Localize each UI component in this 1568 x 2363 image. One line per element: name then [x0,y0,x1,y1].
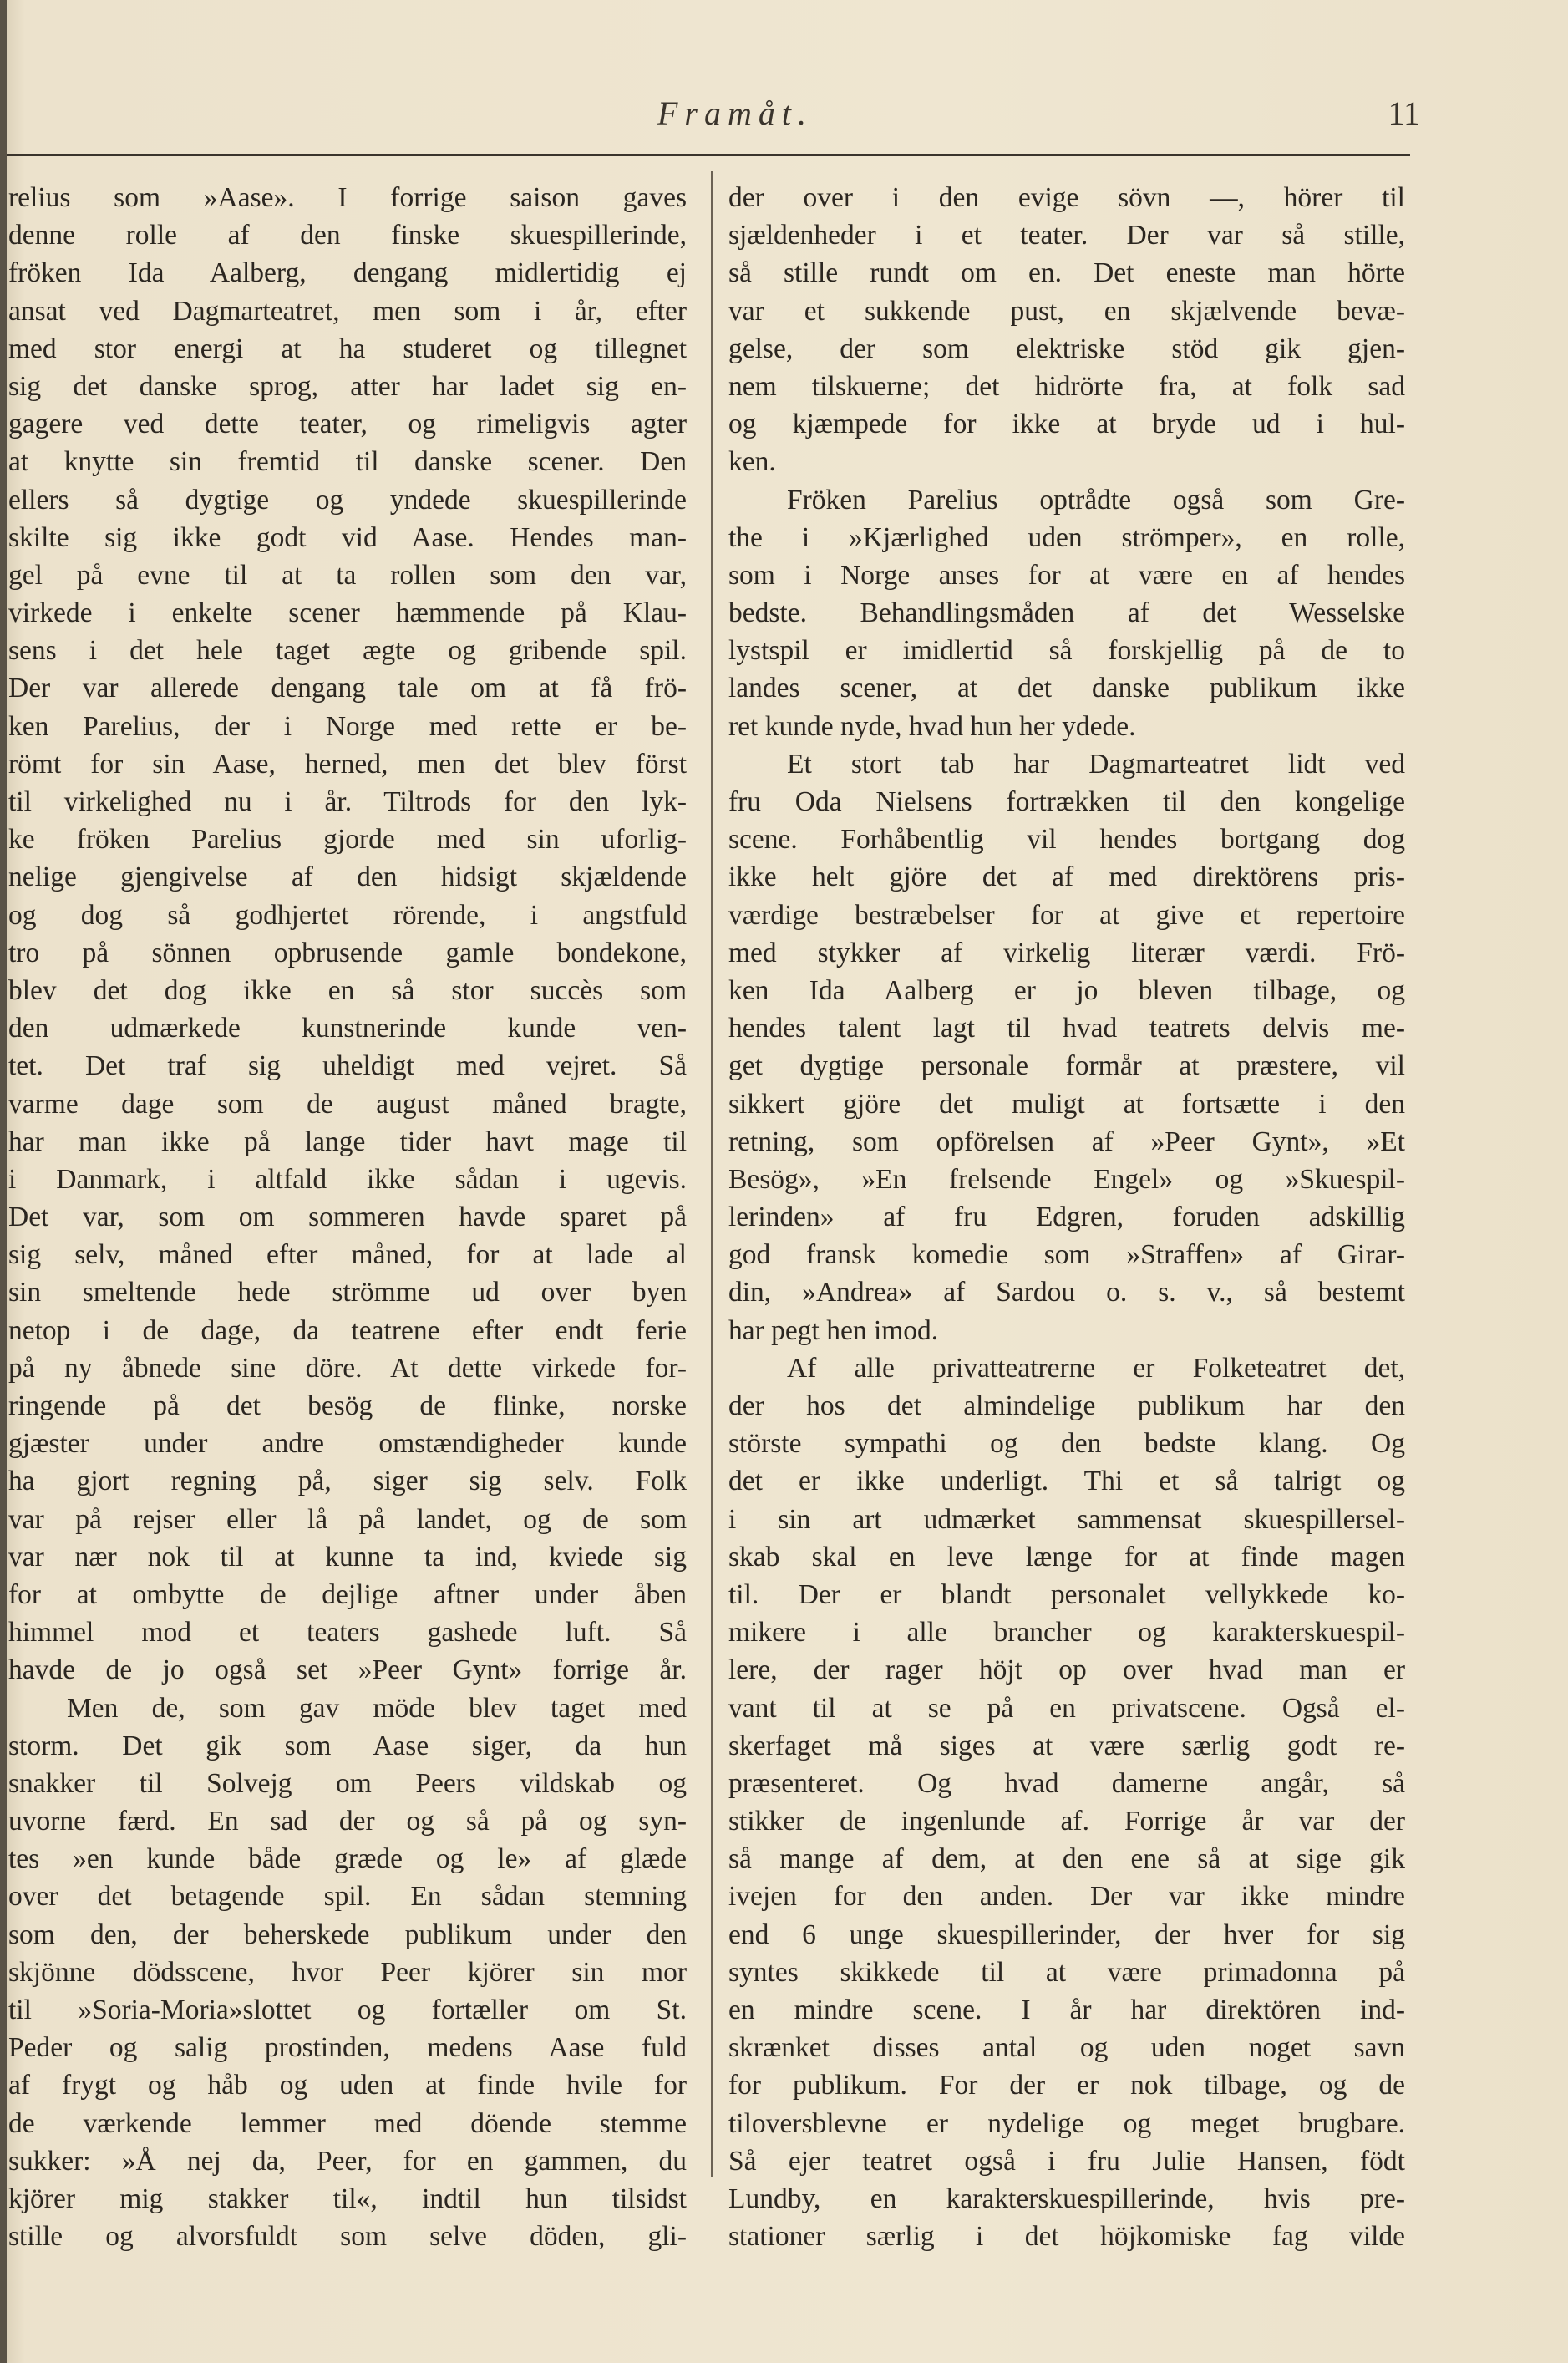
text-line: stille og alvorsfuldt som selve döden, gli- [8,2221,687,2253]
text-line: Så ejer teatret også i fru Julie Hansen, födt [728,2145,1405,2177]
text-line: og kjæmpede for ikke at bryde ud i hul- [728,409,1405,440]
text-line: end 6 unge skuespillerinder, der hver for sig [728,1918,1405,1950]
text-line: ellers så dygtige og yndede skuespillerinde [8,484,687,516]
text-line: virkede i enkelte scener hæmmende på Klau- [8,597,687,629]
text-line: fröken Ida Aalberg, dengang midlertidig ej [8,257,687,289]
text-line: skilte sig ikke godt vid Aase. Hendes man- [8,521,687,553]
text-line: storm. Det gik som Aase siger, da hun [8,1730,687,1761]
text-line: skerfaget må siges at være særlig godt re- [728,1730,1405,1761]
header-rule [7,154,1410,156]
text-line: så mange af dem, at den ene så at sige gik [728,1843,1405,1875]
binding-edge [0,0,7,2363]
text-line: lystspil er imidlertid så forskjellig på de to [728,635,1405,667]
text-line: Fröken Parelius optrådte også som Gre- [787,484,1405,516]
text-line: værdige bestræbelser for at give et repertoire [728,899,1405,931]
text-line: scene. Forhåbentlig vil hendes bortgang dog [728,824,1405,856]
text-line: blev det dog ikke en så stor succès som [8,974,687,1006]
text-line: det er ikke underligt. Thi et så talrigt og [728,1466,1405,1497]
text-line: der over i den evige sövn —, hörer til [728,182,1405,213]
text-line: den udmærkede kunstnerinde kunde ven- [8,1013,687,1044]
text-line: på ny åbnede sine döre. At dette virkede for- [8,1352,687,1384]
text-line: Peder og salig prostinden, medens Aase fuld [8,2032,687,2064]
text-line: the i »Kjærlighed uden strömper», en rolle, [728,521,1405,553]
text-line: skrænket disses antal og uden noget savn [728,2032,1405,2064]
text-line: denne rolle af den finske skuespillerinde, [8,220,687,252]
text-line: Af alle privatteatrerne er Folketeatret det, [787,1352,1405,1384]
text-line: din, »Andrea» af Sardou o. s. v., så bestemt [728,1277,1405,1309]
text-line: nelige gjengivelse af den hidsigt skjældende [8,861,687,893]
text-line: landes scener, at det danske publikum ikke [728,673,1405,704]
text-line: Besög», »En frelsende Engel» og »Skuespil- [728,1163,1405,1195]
text-line: i Danmark, i altfald ikke sådan i ugevis. [8,1163,687,1195]
text-line: var et sukkende pust, en skjælvende bevæ- [728,295,1405,327]
text-line: for publikum. For der er nok tilbage, og de [728,2070,1405,2101]
text-line: tiloversblevne er nydelige og meget brugbare. [728,2107,1405,2139]
text-line: de værkende lemmer med döende stemme [8,2107,687,2139]
text-line: en mindre scene. I år har direktören ind- [728,1995,1405,2025]
text-line: gjæster under andre omstændigheder kunde [8,1428,687,1460]
text-line: tet. Det traf sig uheldigt med vejret. Så [8,1050,687,1082]
text-line: og dog så godhjertet rörende, i angstfuld [8,899,687,931]
page-number: 11 [1388,94,1420,132]
text-line: ret kunde nyde, hvad hun her ydede. [728,710,1136,742]
text-line: Der var allerede dengang tale om at få frö- [8,673,687,704]
text-line: tes »en kunde både græde og le» af glæde [8,1843,687,1875]
text-line: römt for sin Aase, herned, men det blev först [8,748,687,780]
text-line: ken. [728,446,776,478]
page-header [0,94,1568,144]
text-line: Men de, som gav möde blev taget med [67,1692,687,1724]
text-line: sin smeltende hede strömme ud over byen [8,1277,687,1309]
text-line: uvorne færd. En sad der og så på og syn- [8,1806,687,1837]
text-line: lerinden» af fru Edgren, foruden adskillig [728,1202,1405,1233]
text-line: bedste. Behandlingsmåden af det Wesselske [728,597,1405,629]
text-line: gagere ved dette teater, og rimeligvis agter [8,409,687,440]
text-line: ke fröken Parelius gjorde med sin uforlig- [8,824,687,856]
text-line: Et stort tab har Dagmarteatret lidt ved [787,748,1405,780]
text-line: med stykker af virkelig literær værdi. Frö- [728,937,1405,968]
text-line: havde de jo også set »Peer Gynt» forrige år. [8,1654,687,1686]
text-line: god fransk komedie som »Straffen» af Girar- [728,1239,1405,1271]
text-line: gelse, der som elektriske stöd gik gjen- [728,333,1405,364]
text-line: ringende på det besög de flinke, norske [8,1390,687,1421]
text-line: get dygtige personale formår at præstere, vil [728,1050,1405,1082]
text-line: skab skal en leve længe for at finde magen [728,1541,1405,1573]
text-line: for at ombytte de dejlige aftner under åben [8,1578,687,1610]
text-line: skjönne dödsscene, hvor Peer kjörer sin mor [8,1956,687,1988]
text-line: præsenteret. Og hvad damerne angår, så [728,1767,1405,1799]
text-line: til virkelighed nu i år. Tiltrods for den lyk- [8,786,687,817]
right-column [728,179,1405,2255]
text-line: til »Soria-Moria»slottet og fortæller om St. [8,1995,687,2025]
text-line: ivejen for den anden. Der var ikke mindre [728,1881,1405,1913]
text-line: sens i det hele taget ægte og gribende spil. [8,635,687,667]
text-line: sig det danske sprog, atter har ladet sig en- [8,370,687,402]
text-line: sukker: »Å nej da, Peer, for en gammen, du [8,2145,687,2177]
running-title: Framåt. [657,94,813,132]
text-line: sjældenheder i et teater. Der var så stille, [728,220,1405,252]
text-line: stationer særlig i det höjkomiske fag vilde [728,2221,1405,2253]
text-line: som i Norge anses for at være en af hendes [728,559,1405,591]
column-divider [711,171,713,2177]
text-line: himmel mod et teaters gashede luft. Så [8,1617,687,1649]
text-line: netop i de dage, da teatrene efter endt ferie [8,1314,687,1346]
text-line: der hos det almindelige publikum har den [728,1390,1405,1421]
text-line: tro på sönnen opbrusende gamle bondekone, [8,937,687,968]
text-line: kjörer mig stakker til«, indtil hun tilsidst [8,2183,687,2214]
text-line: var nær nok til at kunne ta ind, kviede sig [8,1541,687,1573]
text-line: ken Ida Aalberg er jo bleven tilbage, og [728,974,1405,1006]
text-line: fru Oda Nielsens fortrækken til den kongelige [728,786,1405,817]
text-line: ikke helt gjöre det af med direktörens pris- [728,861,1405,893]
text-line: nem tilskuerne; det hidrörte fra, at folk sad [728,370,1405,402]
text-line: hendes talent lagt til hvad teatrets delvis me- [728,1013,1405,1044]
text-line: störste sympathi og den bedste klang. Og [728,1428,1405,1460]
text-line: ansat ved Dagmarteatret, men som i år, efter [8,295,687,327]
text-line: varme dage som de august måned bragte, [8,1088,687,1120]
text-line: Lundby, en karakterskuespillerinde, hvis pre- [728,2183,1405,2214]
text-line: som den, der beherskede publikum under den [8,1918,687,1950]
text-line: at knytte sin fremtid til danske scener. Den [8,446,687,478]
text-line: Det var, som om sommeren havde sparet på [8,1202,687,1233]
text-line: til. Der er blandt personalet vellykkede ko- [728,1578,1405,1610]
text-line: har man ikke på lange tider havt mage til [8,1126,687,1157]
left-column [8,179,687,2255]
text-line: var på rejser eller lå på landet, og de som [8,1503,687,1535]
text-line: i sin art udmærket sammensat skuespillersel- [728,1503,1405,1535]
text-line: syntes skikkede til at være primadonna på [728,1956,1405,1988]
text-line: ha gjort regning på, siger sig selv. Folk [8,1466,687,1497]
text-line: sikkert gjöre det muligt at fortsætte i den [728,1088,1405,1120]
text-line: relius som »Aase». I forrige saison gaves [8,182,687,213]
text-line: retning, som opförelsen af »Peer Gynt», »Et [728,1126,1405,1157]
text-line: med stor energi at ha studeret og tillegnet [8,333,687,364]
text-line: gel på evne til at ta rollen som den var, [8,559,687,591]
text-line: vant til at se på en privatscene. Også el- [728,1692,1405,1724]
text-line: af frygt og håb og uden at finde hvile for [8,2070,687,2101]
text-line: snakker til Solvejg om Peers vildskab og [8,1767,687,1799]
text-line: mikere i alle brancher og karakterskuespil- [728,1617,1405,1649]
text-line: har pegt hen imod. [728,1314,939,1346]
text-line: så stille rundt om en. Det eneste man hörte [728,257,1405,289]
text-line: sig selv, måned efter måned, for at lade al [8,1239,687,1271]
text-line: ken Parelius, der i Norge med rette er be- [8,710,687,742]
text-line: lere, der rager höjt op over hvad man er [728,1654,1405,1686]
text-line: stikker de ingenlunde af. Forrige år var der [728,1806,1405,1837]
text-line: over det betagende spil. En sådan stemning [8,1881,687,1913]
